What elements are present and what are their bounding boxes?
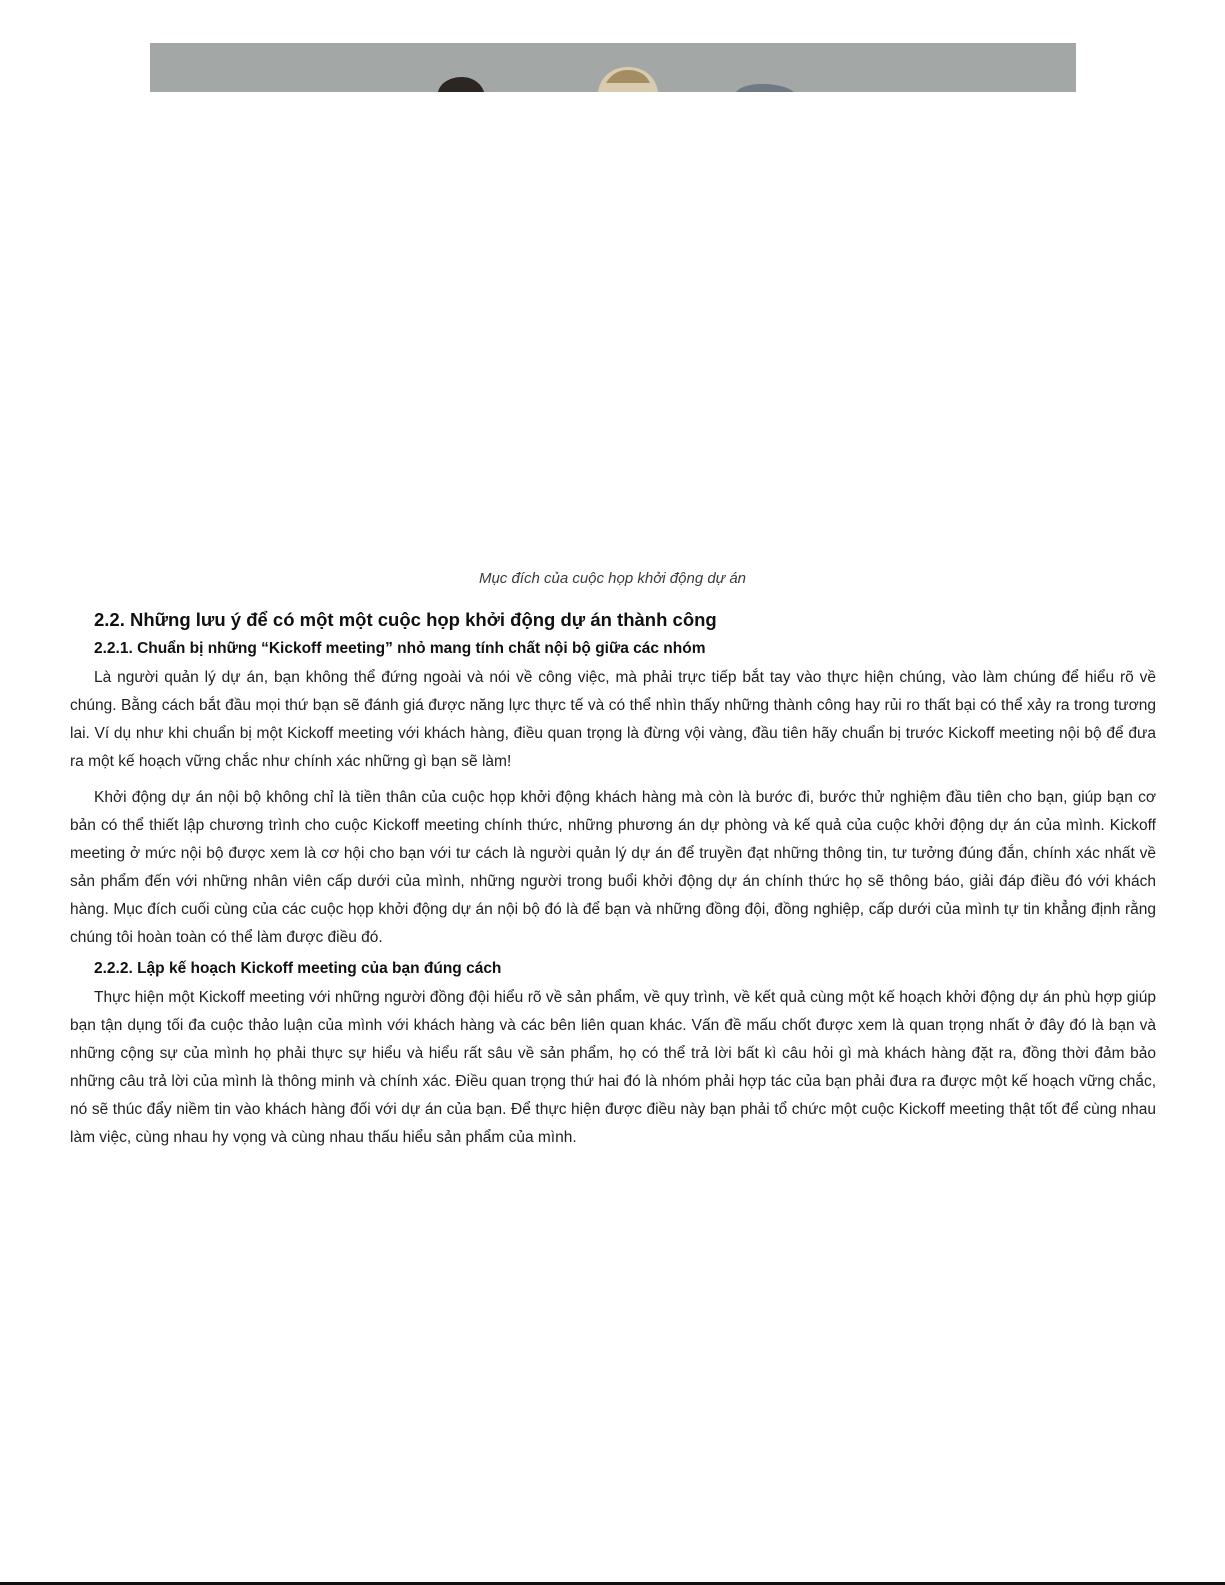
paragraph: Thực hiện một Kickoff meeting với những người đồng đội hiểu rõ về sản phẩm, về quy trình, về kết quả cùng một kế hoạch khởi động dự án phù hợp giúp bạn tận dụng tối đa cuộc thảo luận của mình với khách hàng và các bên liên quan khác. Vấn đề mấu chốt được xem là quan trọng nhất ở đây đó là bạn và những cộng sự của mình họ phải thực sự hiểu và hiểu rất sâu về sản phẩm, họ có thể trả lời bất kì câu hỏi gì mà khách hàng đặt ra, đồng thời đảm bảo những câu trả lời của mình là thông minh và chính xác. Điều quan trọng thứ hai đó là nhóm phải hợp tác của bạn phải đưa ra được một kế hoạch vững chắc, nó sẽ thúc đẩy niềm tin vào khách hàng đối với dự án của bạn. Để thực hiện được điều này bạn phải tổ chức một cuộc Kickoff meeting thật tốt để cùng nhau làm việc, cùng nhau hy vọng và cùng nhau thấu hiểu sản phẩm của mình. xyxy=(70,989,1156,1146)
subsection-heading-2: 2.2.2. Lập kế hoạch Kickoff meeting của bạn đúng cách xyxy=(94,960,502,977)
meeting-photo-image xyxy=(150,43,1076,92)
subsection-heading-1: 2.2.1. Chuẩn bị những “Kickoff meeting” nhỏ mang tính chất nội bộ giữa các nhóm xyxy=(94,640,706,657)
figure-caption: Mục đích của cuộc họp khởi động dự án xyxy=(478,570,747,587)
meeting-photo xyxy=(150,43,1076,92)
paragraph: Khởi động dự án nội bộ không chỉ là tiền thân của cuộc họp khởi động khách hàng mà còn là bước đi, bước thử nghiệm đầu tiên cho bạn, giúp bạn cơ bản có thể thiết lập chương trình cho cuộc Kickoff meeting chính thức, những phương án dự phòng và kế quả của cuộc khởi động dự án của mình. Kickoff meeting ở mức nội bộ được xem là cơ hội cho bạn với tư cách là người quản lý dự án để truyền đạt những thông tin, tư tưởng đúng đắn, chính xác nhất về sản phẩm đến với những nhân viên cấp dưới của mình, những người trong buổi khởi động dự án chính thức họ sẽ thông báo, giải đáp điều đó với khách hàng. Mục đích cuối cùng của các cuộc họp khởi động dự án nội bộ đó là để bạn và những đồng đội, đồng nghiệp, cấp dưới của mình tự tin khẳng định rằng chúng tôi hoàn toàn có thể làm được điều đó. xyxy=(70,789,1156,946)
document-body xyxy=(70,609,1156,1160)
section-heading: 2.2. Những lưu ý để có một một cuộc họp khởi động dự án thành công xyxy=(94,609,717,630)
paragraph: Là người quản lý dự án, bạn không thể đứng ngoài và nói về công việc, mà phải trực tiếp bắt tay vào thực hiện chúng, vào làm chúng để hiểu rõ về chúng. Bằng cách bắt đầu mọi thứ bạn sẽ đánh giá được năng lực thực tế và có thể nhìn thấy những thành công hay rủi ro thất bại có thể xảy ra trong tương lai. Ví dụ như khi chuẩn bị một Kickoff meeting với khách hàng, điều quan trọng là đừng vội vàng, đầu tiên hãy chuẩn bị trước Kickoff meeting nội bộ để đưa ra một kế hoạch vững chắc như chính xác những gì bạn sẽ làm! xyxy=(70,669,1156,770)
